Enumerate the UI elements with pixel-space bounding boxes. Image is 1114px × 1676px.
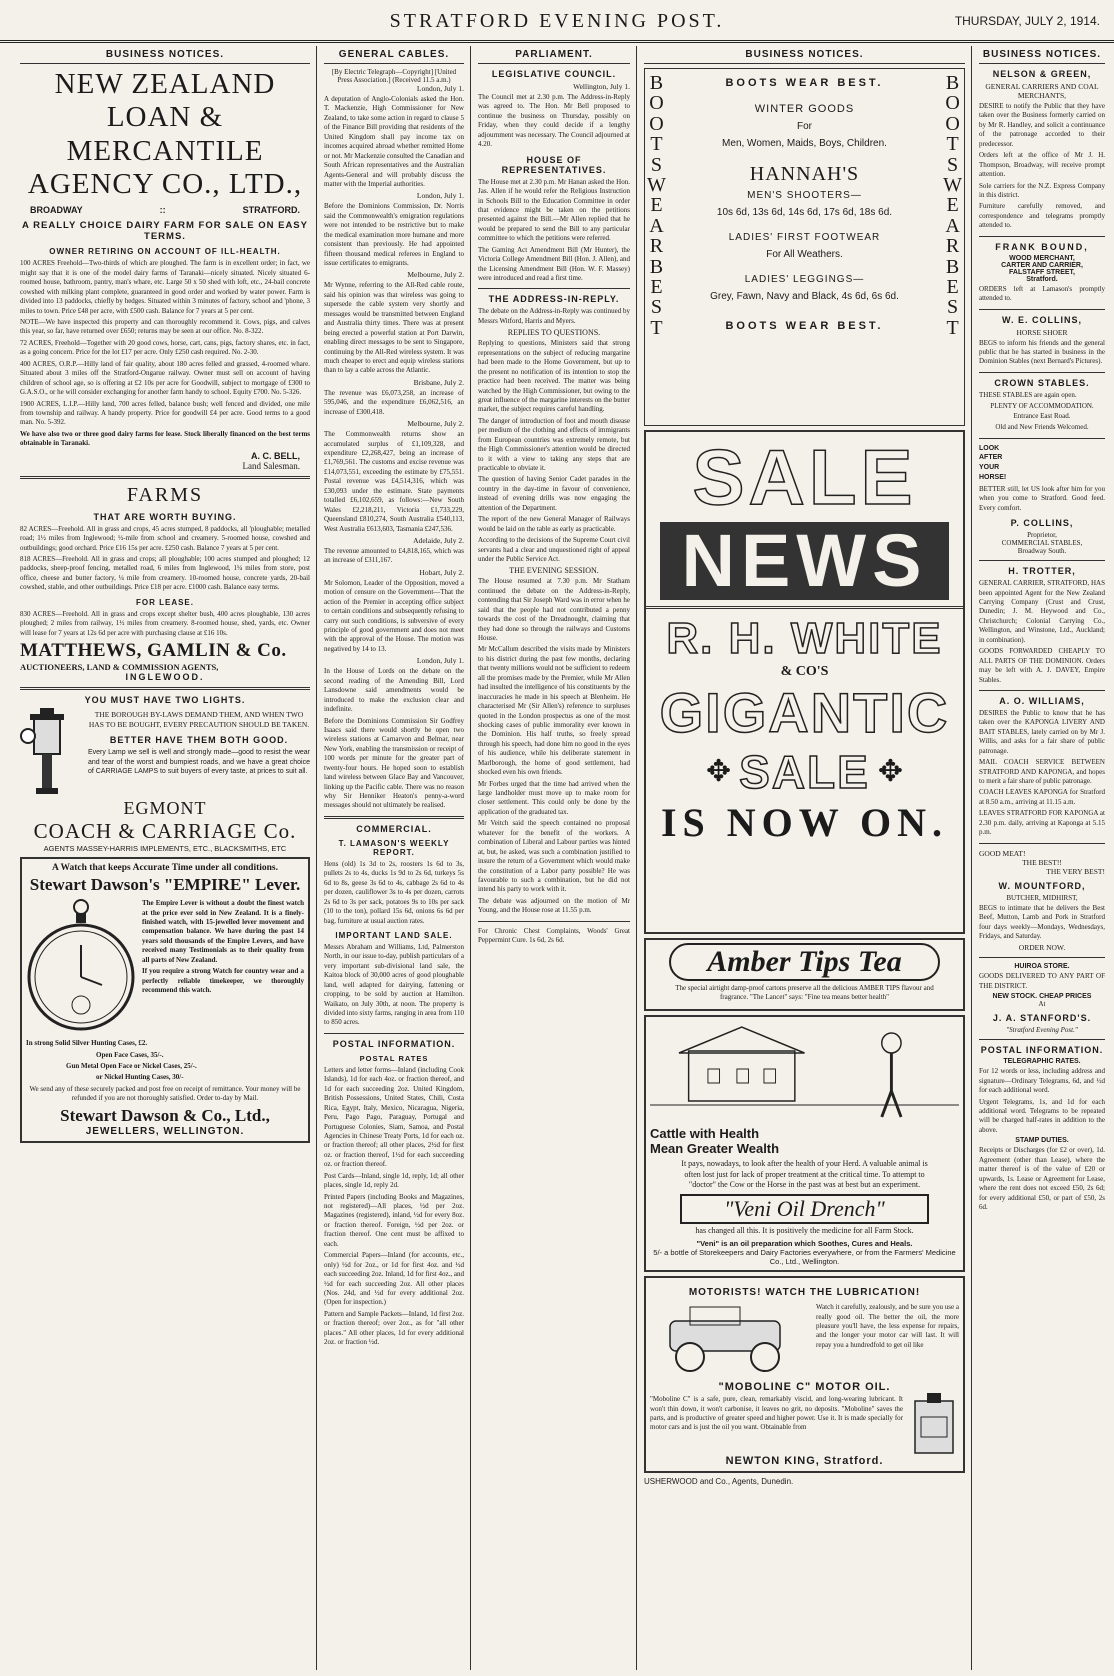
vertical-letter: A (945, 214, 960, 237)
location-sep: :: (159, 205, 166, 216)
signature-title: Land Salesman. (242, 460, 300, 471)
vertical-letter: W (943, 173, 962, 196)
boots-slogan: BOOTS WEAR BEST. (725, 320, 884, 332)
paragraph: GOODS DELIVERED TO ANY PART OF THE DISTRICT. (979, 972, 1105, 990)
firm-subtitle: AUCTIONEERS, LAND & COMMISSION AGENTS, (20, 662, 219, 673)
meat-line: GOOD MEAT! (979, 848, 1026, 858)
notice-subtitle: At (1038, 1000, 1046, 1009)
meat-line: THE BEST!! (1022, 857, 1062, 867)
watch-title: Stewart Dawson's "EMPIRE" Lever. (29, 875, 301, 895)
column-rule (316, 46, 317, 1670)
paragraph: Mr Solomon, Leader of the Opposition, moved a motion of censure on the Government—That the action of the Premier in accepting office subject to certain conditions and subsequently refusing to carry out such conditions, is subversive of every principle of good government and does not meet with the approval of the House. The motion was negatived by 14 to 13. (324, 578, 464, 653)
section-header: BUSINESS NOTICES. (644, 46, 965, 64)
sale-now-on: IS NOW ON. (660, 799, 949, 845)
motor-heading: MOTORISTS! WATCH THE LUBRICATION! (688, 1287, 921, 1299)
ornament-icon: ✥ (706, 755, 732, 789)
paragraph: In the House of Lords on the debate on the second reading of the Amending Bill, Lord Lansdowne said amendments would be introduced to make the exclusion clear and indefinite. (324, 667, 464, 714)
column-rule (470, 46, 471, 1670)
column-rule (971, 46, 972, 1670)
gigantic-heading: GIGANTIC (659, 680, 950, 744)
vertical-letter: T (946, 316, 959, 339)
boots-advert (644, 68, 965, 426)
subheading: TELEGRAPHIC RATES. (1003, 1058, 1081, 1066)
paragraph: For Chronic Chest Complaints, Woods' Great Peppermint Cure. 1s 6d, 2s 6d. (478, 926, 630, 945)
paragraph: 82 ACRES—Freehold. All in grass and crops, 45 acres stumped, 8 paddocks, all 'ploughable; metalled road; 1½ miles from Inglewood; ½-mile from school and creamery. 5-roomed house, cowshed and outbuildings; good orchard. Price £16 15s per acre. £250 cash. Balance 7 years at 5 per cent. (20, 524, 310, 552)
dateline: Melbourne, July 2. (407, 419, 464, 429)
notice-subtitle: HORSE SHOER (1016, 327, 1068, 337)
column-2 (318, 46, 470, 1670)
subheading: REPLIES TO QUESTIONS. (507, 328, 601, 338)
paragraph: MAIL COACH SERVICE BETWEEN STRATFORD AND KAPONGA, and hopes to merit a fair share of public patronage. (979, 758, 1105, 785)
company-line: NEW ZEALAND (54, 68, 276, 100)
notice-subtitle: COMMERCIAL STABLES, (1001, 539, 1083, 548)
paragraph: BETTER still, let US look after him for you when you come to Stratford. Good feed. Every comfort. (979, 484, 1105, 512)
location-left: BROADWAY (30, 205, 83, 216)
motor-oil-advert (644, 1276, 965, 1473)
paragraph: Watch it carefully, zealously, and be sure you use a really good oil. The better the oil, the more pleasure you'll have, the less expense for repairs, and the longer your motor car will last. It will repay you a hundredfold to get oil like (816, 1303, 959, 1349)
vertical-letter: E (650, 275, 663, 298)
farms-subtitle: THAT ARE WORTH BUYING. (93, 511, 237, 522)
company-line: AGENCY CO., LTD., (27, 168, 303, 201)
farm-illustration (650, 1021, 959, 1121)
section-header: BUSINESS NOTICES. (20, 46, 310, 64)
notice-title: CROWN STABLES. (994, 377, 1090, 388)
paragraph: ORDERS left at Lamason's promptly attended to. (979, 284, 1105, 303)
section-heading: THE ADDRESS-IN-REPLY. (488, 294, 620, 305)
signature (20, 451, 300, 471)
jeweller-name: Stewart Dawson & Co., Ltd., (60, 1105, 270, 1125)
notice-title: LOOK AFTER YOUR HORSE! (979, 444, 1007, 482)
vertical-letter: T (650, 133, 663, 156)
paragraph: The House met at 2.30 p.m. Mr Hanan asked the Hon. Jas. Allen if he would refer the Religious Instruction in Schools Bill to the Education Committee in order that evidence might be taken on the petitions presented against the Bill.—Mr Allen replied that he would be prepared to send the Bill to any particular committee to which the petitions were referred. (478, 177, 630, 243)
store-name: R. H. WHITE (666, 613, 943, 663)
paragraph: Orders left at the office of Mr J. H. Thompson, Broadway, will receive prompt attention. (979, 151, 1105, 179)
vertical-letter: T (946, 133, 959, 156)
paragraph: Old and New Friends Welcomed. (995, 423, 1089, 432)
paragraph: The Gaming Act Amendment Bill (Mr Hunter), the Victoria College Amendment Bill (Hon. J. Allen), and the Licensing Amendment Bill (Hon. W. F. Massey) were introduced and read a first time. (478, 245, 630, 282)
section-heading: LEGISLATIVE COUNCIL. (491, 69, 617, 79)
section-header: BUSINESS NOTICES. (979, 46, 1105, 64)
subheading: STAMP DUTIES. (1015, 1137, 1069, 1145)
watch-headline: A Watch that keeps Accurate Time under all conditions. (52, 863, 278, 874)
order-now: ORDER NOW. (1018, 943, 1066, 953)
tea-advert (644, 938, 965, 1011)
vertical-letter: R (649, 235, 664, 258)
notice-title: J. A. STANFORD'S. (992, 1013, 1092, 1024)
subheading: THE EVENING SESSION. (509, 566, 599, 576)
vertical-letter: O (649, 92, 664, 115)
notice-subtitle: NEW STOCK. CHEAP PRICES (992, 993, 1092, 1001)
veni-brand: "Veni Oil Drench" (680, 1194, 929, 1224)
vertical-slogan (943, 73, 962, 338)
vertical-letter: B (649, 255, 664, 278)
vertical-letter: E (946, 275, 959, 298)
paragraph: Mr Veitch said the speech contained no proposal whatever for the benefit of the workers. A combination of Liberal and Labour parties was hinted at, but, he asked, was such a combination justified to insure the return of a Government which would make the constitution of a Labor party possible? He was favourable to such a combination, but he did not intend his party to work with it. (478, 819, 630, 894)
leggings-label: LADIES' LEGGINGS— (744, 274, 865, 285)
tea-brand: Amber Tips Tea (669, 943, 940, 981)
customer-types: Men, Women, Maids, Boys, Children. (722, 138, 887, 149)
section-heading: POSTAL INFORMATION. (332, 1038, 456, 1049)
egmont-coach: COACH & CARRIAGE Co. (33, 819, 297, 844)
section-header: PARLIAMENT. (478, 46, 630, 64)
section-heading: HOUSE OF REPRESENTATIVES. (501, 154, 607, 175)
veni-note: "Veni" is an oil preparation which Soothes, Cures and Heals. (696, 1239, 913, 1249)
company-line: LOAN & MERCANTILE (66, 101, 264, 167)
paragraph: The revenue amounted to £4,818,165, which was an increase of £311,167. (324, 546, 464, 565)
paragraph: The danger of introduction of foot and mouth disease per medium of the clothing and effects of immigrants from European countries was extremely remote, but the High Commissioner's attention would be directed to it with a view to taking any steps that are practicable to obviate it. (478, 416, 630, 472)
paragraph: The debate on the Address-in-Reply was continued by Messrs Witford, Harris and Myers. (478, 307, 630, 325)
usher-line: USHERWOOD and Co., Agents, Dunedin. (644, 1477, 794, 1487)
notice-title: A. O. WILLIAMS, (999, 695, 1085, 706)
paragraph: The Commonwealth returns show an accumulated surplus of £1,109,328, and expenditure £2,268,427, being an increase of £1,769,561. The customs and excise revenue was £14,073,551, exceeding the estimate by £75,551. Postal revenue was £4,514,316, which was £30,093 under the estimate. State payments totalled £6,102,659, as follows:—New South Wales £2,218,211, Victoria £1,733,229, Queensland £810,274, South Australia £540,113, West Australia £613,603, Tasmania £247,536. (324, 430, 464, 533)
shooters-prices: 10s 6d, 13s 6d, 14s 6d, 17s 6d, 18s 6d. (716, 207, 893, 218)
dateline: Adelaide, July 2. (413, 535, 464, 545)
oil-can-icon (909, 1393, 959, 1455)
paragraph: The Empire Lever is without a doubt the finest watch at the price ever sold in New Zealand. It is a finely-finished watch, with 15-jewelled lever movement and compensation balance. We have during the past 14 years sold thousands of the Empire Levers, and have received many Testimonials as to their quality from all parts of New Zealand. (142, 899, 304, 964)
notice-title: P. COLLINS, (1010, 518, 1074, 529)
agent-name: NEWTON KING, Stratford. (725, 1455, 884, 1468)
dateline: Melbourne, July 2. (407, 270, 464, 280)
paragraph: The Council met at 2.30 p.m. The Address-in-Reply was agreed to. The Hon. Mr Bell proposed to continue the business on Thursday, possibly on Friday, when they could decide if a lengthy adjournment was necessary. The Council adjourned at 4.20. (478, 93, 630, 149)
paragraph: GENERAL CARRIER, STRATFORD, HAS been appointed Agent for the New Zealand Carrying Company (Crust and Crust, Dunedin; J. M. Heywood and Co., Christchurch; Colonial Carrying Co., Wellington, and Winstone, Ltd., Auckland; in combination). (979, 579, 1105, 644)
egmont-subtitle: AGENTS MASSEY-HARRIS IMPLEMENTS, ETC., BLACKSMITHS, ETC (43, 844, 287, 854)
paragraph: We have also two or three good dairy farms for lease. Stock liberally financed on the best terms obtainable in Taranaki. (20, 429, 310, 448)
price-line: Gun Metal Open Face or Nickel Cases, 25/-. (66, 1061, 197, 1070)
company-name (20, 68, 310, 201)
motor-car-icon (650, 1301, 810, 1381)
masthead (0, 0, 1114, 43)
lights-title: YOU MUST HAVE TWO LIGHTS. (84, 695, 246, 706)
subheadline: OWNER RETIRING ON ACCOUNT OF ILL-HEALTH. (49, 247, 281, 257)
vertical-slogan (647, 73, 666, 338)
dateline: Wellington, July 1. (573, 82, 630, 91)
veni-price: 5/- a bottle of Storekeepers and Dairy Factories everywhere, or from the Farmers' Medicine Co., Ltd., Wellington. (653, 1248, 956, 1267)
notice-subtitle: Broadway South. (1017, 547, 1067, 556)
headline: A REALLY CHOICE DAIRY FARM FOR SALE ON EASY TERMS. (22, 220, 308, 243)
firm-name: MATTHEWS, GAMLIN & Co. (20, 640, 287, 662)
paragraph: BEGS to inform his friends and the general public that he has started in business in the Dominion Stables (next Bernard's Pictures). (979, 338, 1105, 366)
watch-advert (20, 857, 310, 1143)
paragraph: Post Cards—Inland, single 1d, reply, 1d; all other places, single 1d, reply 2d. (324, 1171, 464, 1190)
egmont-title: EGMONT (123, 798, 207, 819)
meat-line: THE VERY BEST! (1046, 866, 1105, 876)
notice-title: H. TROTTER, (1008, 566, 1076, 577)
signature-name: A. C. BELL, (251, 450, 300, 461)
notice-subtitle: FALSTAFF STREET, (1009, 268, 1075, 276)
paragraph: Before the Dominions Commission, Dr. Norris said the Commonwealth's emigration regulations were not intended to be restrictive but to make the medical examination more humane and more consistent than previously. He had appointed fifteen thousand medical referees in England to issue certificates to emigrants. (324, 202, 464, 267)
price-line: or Nickel Hunting Cases, 30/- (96, 1073, 184, 1082)
vertical-letter: S (650, 153, 662, 176)
subheading: POSTAL RATES (359, 1053, 429, 1063)
newspaper-title: STRATFORD EVENING POST. (389, 10, 725, 32)
location-right: STRATFORD. (242, 205, 300, 216)
paragraph: A deputation of Anglo-Colonials asked the Hon. T. Mackenzie, High Commissioner for New Zealand, to take some action in regard to clause 5 of the Finance Bill providing that residents of the United Kingdom shall pay income tax on incomes acquired abroad whether remitted Home or not. Mr Mackenzie consulted the Canadian and South African representatives and the Australian Agents-General and will probably discuss the matter with the Imperial authorities. (324, 95, 464, 188)
vertical-letter: T (650, 316, 663, 339)
paragraph: Mr Forbes urged that the time had arrived when the large landholder must move up to make room for closer settlement. This could only be done by the application of the graduated tax. (478, 779, 630, 816)
dateline: London, July 1. (416, 656, 464, 666)
news-heading: NEWS (660, 522, 949, 600)
paragraph: Sole carriers for the N.Z. Express Company in this district. (979, 181, 1105, 199)
column-4 (638, 46, 971, 1670)
tea-tagline: The special airtight damp-proof cartons preserve all the delicious AMBER TIPS flavour and fragrance. "The Lancet" says: "Fine tea means better health" (675, 984, 934, 1002)
notice-title: NELSON & GREEN, (992, 69, 1092, 79)
paragraph: The House resumed at 7.30 p.m. Mr Statham continued the debate on the Address-in-Reply, contending that Sir Joseph Ward was in error when he said that the people had not contributed a penny towards the cost of the Dreadnought, claiming that they had done so through the railways and Customs House. (478, 577, 630, 642)
vertical-letter: E (946, 194, 959, 217)
notice-subtitle: CARTER AND CARRIER, (1001, 261, 1083, 269)
shop-name: HANNAH'S (749, 163, 860, 185)
paragraph: Mr Wynne, referring to the All-Red cable route, said his opinion was that wireless was going to supersede the cable system very shortly and messages would be transmitted between England and Australia thirty times. There was at present being erected a powerful station at Port Darwin, enabling direct messages to be sent to Singapore, continuing by the All-Red wireless system. It was much cheaper to erect and equip wireless stations than to lay a cable across the Atlantic. (324, 281, 464, 375)
credit-line: [By Electric Telegraph—Copyright] [United Press Association.] (Received 11.5 a.m.) (331, 68, 457, 84)
dateline: Brisbane, July 2. (413, 377, 464, 387)
boots-slogan: BOOTS WEAR BEST. (725, 77, 884, 89)
vertical-letter: W (647, 173, 666, 196)
paragraph: Furniture carefully removed, and correspondence and telegrams promptly attended to. (979, 202, 1105, 230)
vertical-letter: R (945, 235, 960, 258)
notice-title: HUIROA STORE. (1014, 963, 1070, 971)
veni-advert (644, 1015, 965, 1272)
for-label: For (797, 121, 812, 132)
paragraph: PLENTY OF ACCOMMODATION. Entrance East Road. (990, 402, 1094, 420)
notice-subtitle: Proprietor, (1027, 531, 1057, 540)
paragraph: 400 ACRES, O.R.P.—Hilly land of fair quality, about 180 acres felled and grassed, 4-roomed whare. Situated about 3 miles off the Stratford-Ongarue railway. Owner must sell on account of having children of school age, so is offering at £2 10s per acre for Goodwill, subject to mortgage of £300 to G.A.S.O., or he will consider exchanging for another farm handy to school. Equity £700. No. 5-326. (20, 359, 310, 397)
vertical-letter: S (946, 153, 959, 176)
paragraph: NOTE—We have inspected this property and can thoroughly recommend it. Cows, pigs, and calves this year, so far, have returned over £650; returns may be seen at our office. No. 8-322. (20, 318, 310, 336)
paragraph: DESIRE to notify the Public that they have taken over the Business formerly carried on by Mr R. Handley, and solicit a continuance of the patronage accorded to their predecessor. (979, 102, 1105, 148)
paragraph: Urgent Telegrams, 1s, and 1d for each additional word. Telegrams to be repeated will be charged half-rates in addition to the above. (979, 1097, 1105, 1134)
ladies-footwear: LADIES' FIRST FOOTWEAR (728, 232, 881, 243)
lights-heading: BETTER HAVE THEM BOTH GOOD. (109, 735, 289, 746)
paragraph: The question of having Senior Cadet parades in the country in the day-time in favour of convenience, instead of evening drills was now engaging the attention of the Department. (478, 475, 630, 512)
paragraph: If you require a strong Watch for country wear and a perfectly reliable timekeeper, we thoroughly recommend this watch. (142, 967, 304, 994)
vertical-letter: O (649, 112, 664, 135)
paragraph: Mr McCallum described the visits made by Ministers to his district during the past few months, declaring that twenty millions would not be sufficient to redeem all the promises made by the Premier, while Mr Allen had insulted the intelligence of his constituents by the inaccuracies he made in his speech at Blenheim. He characterised Mr (Sir Allen's) reference to surpluses quoted in the London prospectus as one of the most shocking cases of public immorality ever known in the Dominion. His half truths, so freely spread through his speech, had done him no good in the eyes of his audience, while his deliberate statement in Marlborough, the home of good settlement, had shocked even his own friends. (478, 645, 630, 777)
paragraph: According to the decisions of the Supreme Court civil servants had a clear and unquestioned right of appeal under the Public Service Act. (478, 536, 630, 563)
notice-title: W. E. COLLINS, (1001, 314, 1082, 325)
paragraph: GOODS FORWARDED CHEAPLY TO ALL PARTS OF THE DOMINION. Orders may be left with A. J. DAVEY, Empire Stables. (979, 647, 1105, 684)
lamp-advert (20, 708, 310, 798)
paragraph: Every Lamp we sell is well and strongly made—good to resist the wear and tear of the worst and bumpiest roads, and we have a great choice of CARRIAGE LAMPS to suit buyers of every taste, at prices to suit all. (88, 749, 310, 776)
column-rule (636, 46, 637, 1670)
paragraph: Replying to questions, Ministers said that strong representations on the subject of reducing margarine had been made to the Home Government, but up to the present no notification of its intention to stop the practice had been received. The matter was being watched by the High Commissioner, but owing to the great influence of the margarine interests on the butter market, the subject requires careful handling. (478, 339, 630, 414)
paragraph: 830 ACRES—Freehold. All in grass and crops except shelter bush, 400 acres ploughable, 130 acres ploughed; 2 miles from railway, 1½ miles from creamery. 8-roomed house, shed, yards, etc. Owner will lease for 7 years at 12s 6d per acre with purchasing clause at £16 10s. (20, 609, 310, 637)
jeweller-location: JEWELLERS, WELLINGTON. (85, 1125, 245, 1137)
paragraph: 100 ACRES Freehold—Two-thirds of which are ploughed. The farm is in excellent order; in fact, we might say that it is one of the model dairy farms of Taranaki—nicely situated. Nicely situated 6-roomed house, bathroom, pantry, man's whare, etc. Large 50 x 50 shed with loft, etc., 24-bail concrete cowshed with milking plant complete, guaranteed in good order and worked by water power. Farm is divided into 13 paddocks, chiefly by hedges. Situated within 3 minutes of factory, school and 'phone, 3 miles to town. Price £48 per acre, with £500 cash. Balance for 7 years at 5 per cent. (20, 259, 310, 315)
paragraph: Letters and letter forms—Inland (including Cook Islands), 1d for each 4oz. or fraction thereof, and 1d for each succeeding 2oz. United Kingdom, British Possessions, United States, Chili, Costa Rica, Egypt, Italy, Mexico, Nicaragua, Nigeria, Peru, Pago Pago, Paraguay, Portugal and Portuguese Colonies, Siam, Samoa, and Postal Agencies in Chinese Treaty Ports, 1d for each oz. or fraction thereof; all other places, 2½d for first oz. or fraction thereof, 1½d for each succeeding oz. or fraction thereof. (324, 1065, 464, 1169)
sale-heading: SALE (692, 433, 917, 521)
paragraph: 1900 ACRES, L.I.P.—Hilly land, 700 acres felled, balance bush; well fenced and divided, one mile from township and railway. A handy property. Price for goodwill £4 per acre. Good terms to a good man. No. 5-392. (20, 399, 310, 427)
winter-goods: WINTER GOODS (754, 103, 855, 115)
column-3 (472, 46, 636, 1670)
shooters-label: MEN'S SHOOTERS— (747, 190, 862, 201)
firm-location: INGLEWOOD. (125, 672, 205, 683)
vertical-letter: O (945, 112, 960, 135)
ornament-icon: ✥ (877, 755, 903, 789)
weathers-label: For All Weathers. (766, 249, 843, 260)
paragraph: Receipts or Discharges (for £2 or over), 1d. Agreement (other than Lease), where the matter thereof is of the value of £20 or upwards, 1s. Lease or Agreement for Lease, where the rent does not exceed £50, 2s 6d; for every additional £50, or part of £50, 2s 6d. (979, 1146, 1105, 1211)
notice-subtitle: BUTCHER, MIDHIRST, (1006, 893, 1078, 902)
vertical-letter: O (945, 92, 960, 115)
notice-title: W. MOUNTFORD, (998, 880, 1086, 891)
paragraph: The debate was adjourned on the motion of Mr Young, and the House rose at 11.55 p.m. (478, 896, 630, 915)
wealth-heading: Mean Greater Wealth (650, 1140, 780, 1156)
paragraph: THE BOROUGH BY-LAWS DEMAND THEM, AND WHEN TWO HAS TO BE BOUGHT, EVERY PRECAUTION SHOULD BE TAKEN. (88, 710, 310, 730)
paragraph: The revenue was £6,073,258, an increase of 595,046, and the expenditure £6,062,516, an increase of £300,418. (324, 388, 464, 416)
paragraph: LEAVES STRATFORD FOR KAPONGA at 2.30 p.m. daily, arriving at Kaponga at 5.15 p.m. (979, 809, 1105, 837)
section-header: GENERAL CABLES. (324, 46, 464, 64)
issue-date: THURSDAY, JULY 2, 1914. (954, 14, 1100, 28)
paragraph: Before the Dominions Commission Sir Godfrey Isaacs said there would shortly be open two wireless stations at Carnarvon and Belmar, near New York, enabling the transmission or receipt of 100 words per minute for the greater part of twenty-four hours. He hoped soon to establish land wireless between Glace Bay and Vancouver, linking up the Pacific cable. There was no reason why Sir Henniker Heaton's penny-a-word messages should not ultimately be realised. (324, 716, 464, 810)
column-1 (14, 46, 316, 1670)
paragraph: has changed all this. It is positively the medicine for all Farm Stock. (695, 1226, 914, 1236)
paragraph: COACH LEAVES KAPONGA for Stratford at 8.50 a.m., arriving at 11.15 a.m. (979, 788, 1105, 806)
notice-subtitle: GENERAL CARRIERS AND COAL MERCHANTS, (985, 82, 1099, 100)
notice-title: FRANK BOUND, (995, 241, 1089, 252)
notice-subtitle: WOOD MERCHANT, (1009, 254, 1075, 262)
section-heading: POSTAL INFORMATION. (980, 1045, 1104, 1056)
price-line: In strong Solid Silver Hunting Cases, £2. (26, 1039, 148, 1048)
column-5 (973, 46, 1111, 1670)
dateline: London, July 1. (416, 191, 464, 201)
paragraph: BEGS to intimate that he delivers the Best Beef, Mutton, Lamb and Pork in Stratford four days weekly—Mondays, Wednesdays, Fridays, and Saturday. (979, 903, 1105, 940)
paragraph: For 12 words or less, including address and signature—Ordinary Telegrams, 6d, and ½d for each additional word. (979, 1067, 1105, 1095)
paragraph: Hens (old) 1s 3d to 2s, roosters 1s 6d to 3s, pullets 2s to 4s, ducks 1s 9d to 2s 6d, turkeys 5s 6d to 8s, geese 3s 6d to 4s, cabbage 2s 6d to 4s per dozen, cauliflower 3s to 4s per dozen, carrots 2s 6d to 3s per sack, potatoes 9s to 10s per sack (10 to the ton), pollard 15s 6d, onions 6s 6d per bag, furniture at usual auction rates. (324, 859, 464, 925)
notice-subtitle: Stratford. (1026, 275, 1058, 283)
vertical-letter: B (649, 72, 664, 94)
vertical-letter: E (650, 194, 663, 217)
store-co: & CO'S (780, 663, 829, 679)
paragraph: The report of the new General Manager of Railways would be laid on the table as early as practicable. (478, 515, 630, 533)
pocket-watch-icon (26, 897, 136, 1037)
paragraph: DESIRES the Public to know that he has taken over the KAPONGA LIVERY AND BAIT STABLES, lately carried on by Mr J. Willis, and asks for a fair share of public patronage. (979, 708, 1105, 755)
subheading: IMPORTANT LAND SALE. (335, 930, 453, 940)
cattle-heading: Cattle with Health (650, 1125, 760, 1141)
paragraph: Messrs Abraham and Williams, Ltd, Palmerston North, in our issue to-day, publish particulars of a very important sub-divisional land sale, the Kaitoa block of 30,000 acres of good ploughable land, well adapted for dairying, fattening or cropping, to be sold by auction at Hamilton. Waikato, on July 30th, at noon. The property is divided into sixty farms, ranging in area from 110 to 850 acres. (324, 942, 464, 1027)
vertical-letter: S (650, 296, 662, 319)
company-location (30, 205, 300, 215)
sale-advert (644, 430, 965, 934)
dateline: Hobart, July 2. (419, 567, 464, 577)
paragraph: Pattern and Sample Packets—Inland, 1d first 2oz. or fraction thereof; over 2oz., as for "all other places." All other places, 1d for every additional 2oz. or fraction ½d. (324, 1309, 464, 1347)
paragraph: We send any of these securely packed and post free on receipt of remittance. Your money will be refunded if you are not thoroughly satisfied. Order to-day by Mail. (29, 1084, 301, 1103)
subheading: T. LAMASON'S WEEKLY REPORT. (338, 838, 450, 857)
paragraph: 818 ACRES—Freehold. All in grass and crops; all ploughable; 100 acres stumped and ploughed; 12 paddocks, sheep-proof fencing, metalled road, 6 miles from Inglewood, 1¼ miles from store, post office, cheese and butter factory, ¼ mile from creamery. 10-roomed house, concrete yards, 20-bail cowshed, stable, and other outbuildings. Price £18 per acre. £1000 cash. Balance easy terms. (20, 555, 310, 592)
paragraph: It pays, nowadays, to look after the health of your Herd. A valuable animal is often lost just for lack of proper treatment at the critical time. To attempt to "doctor" the Cow or the Horse in the past was at best but an experiment. (681, 1158, 928, 1190)
paragraph: THESE STABLES are again open. (979, 390, 1077, 399)
notice-subtitle: "Stratford Evening Post." (1006, 1026, 1078, 1035)
paragraph: "Moboline C" is a safe, pure, clean, remarkably viscid, and long-wearing lubricant. It won't thin down, it won't carbonise, it leaves no grit, no deposits. "Moboline" saves the parts, and is productive of greater speed and higher power. Use it. It is made specially for motor cars and is just the oil you want. Obtainable from (650, 1395, 903, 1432)
paragraph: Commercial Papers—Inland (for accounts, etc., only) ½d for 2oz., or 1d for first 4oz. and ½d each succeeding 2oz. Inland, 1d for first 4oz., and ½d for each succeeding 2oz. All other places (Nos. 24d, and ½d for every additional 2oz. (Open for inspection.) (324, 1251, 464, 1307)
paragraph: 72 ACRES, Freehold—Together with 20 good cows, horse, cart, cans, pigs, factory shares, etc. in fact, as a going concern. Price for the lot £17 per acre. Only £250 cash required. No. 2-30. (20, 338, 310, 357)
paragraph: Printed Papers (including Books and Magazines, not registered)—All places, ½d per 2oz. Magazines (registered), inland, ½d for every 8oz. or fraction thereof. Foreign, ½d per 2oz. or fraction thereof. One cent must be affixed to each. (324, 1192, 464, 1248)
vertical-letter: B (945, 255, 960, 278)
lease-heading: FOR LEASE. (135, 597, 194, 607)
leggings-colours: Grey, Fawn, Navy and Black, 4s 6d, 6s 6d. (710, 291, 899, 302)
section-heading: COMMERCIAL. (356, 823, 432, 834)
price-line: Open Face Cases, 35/-. (96, 1050, 164, 1059)
sale-word: SALE (739, 745, 870, 798)
vertical-letter: S (946, 296, 959, 319)
carriage-lamp-icon (20, 708, 82, 798)
vertical-letter: A (649, 214, 664, 237)
farms-title: FARMS (126, 483, 204, 506)
vertical-letter: B (945, 72, 960, 94)
dateline: London, July 1. (416, 84, 464, 93)
moboline-heading: "MOBOLINE C" MOTOR OIL. (718, 1381, 891, 1394)
